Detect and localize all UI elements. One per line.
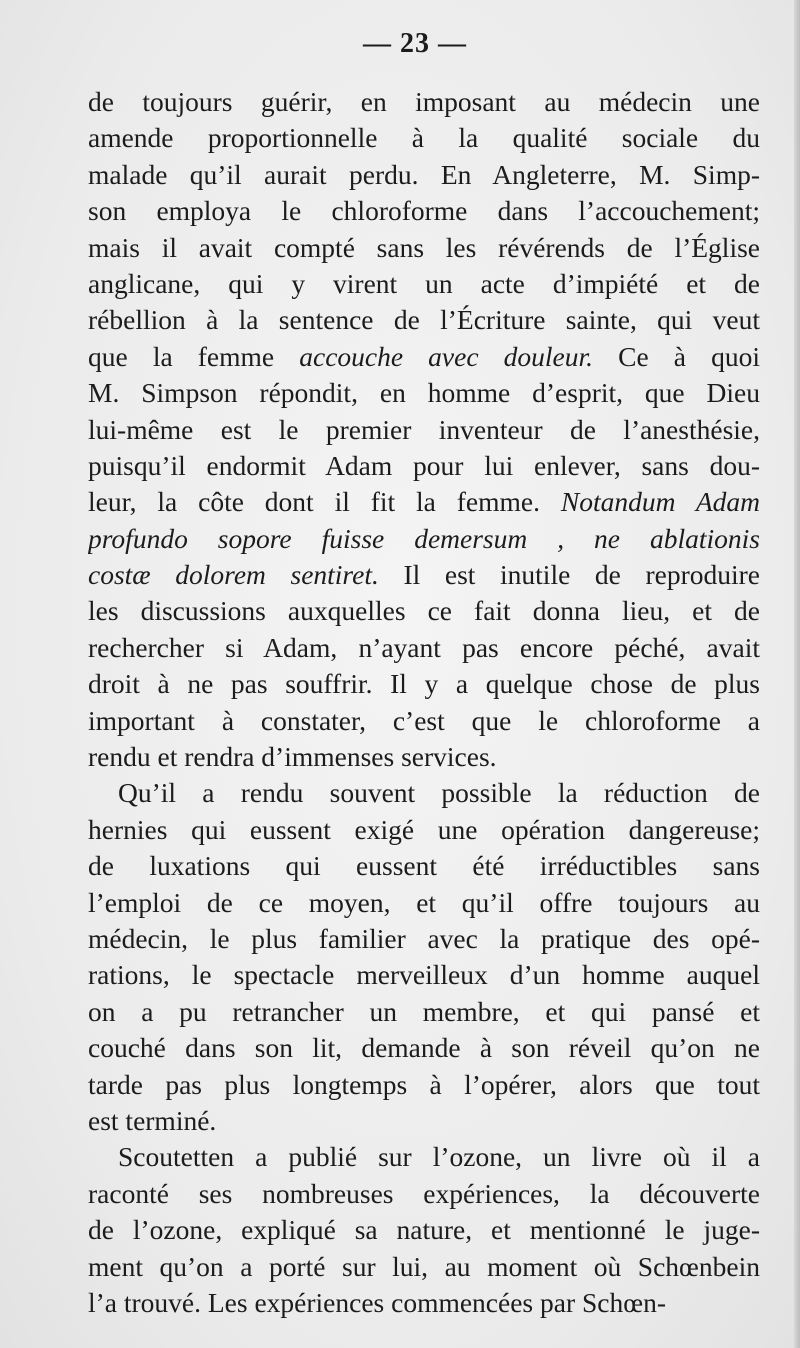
text-line	[88, 1285, 760, 1321]
line-text: hernies qui eussent exigé une opération dangereuse;	[88, 813, 760, 845]
text-line	[88, 1067, 760, 1103]
text-line	[88, 957, 760, 993]
text-line	[88, 84, 760, 120]
line-text: médecin, le plus familier avec la pratique des opé-	[88, 922, 760, 954]
text-line	[88, 557, 760, 593]
text-line	[88, 302, 760, 338]
text-line	[88, 230, 760, 266]
text-line	[88, 848, 760, 884]
text-line	[88, 339, 760, 375]
line-text: que la femme	[88, 340, 300, 372]
line-text: important à constater, c’est que le chloroforme a	[88, 704, 760, 736]
text-line	[88, 666, 760, 702]
text-line	[88, 120, 760, 156]
text-line	[88, 375, 760, 411]
line-text: amende proportionnelle à la qualité sociale du	[88, 122, 760, 154]
line-text: les discussions auxquelles ce fait donna lieu, et de	[88, 595, 760, 627]
text-line	[88, 630, 760, 666]
line-text: lui-même est le premier inventeur de l’anesthésie,	[88, 413, 760, 445]
text-line	[88, 484, 760, 520]
italic-text: accouche avec douleur.	[299, 340, 594, 372]
text-line	[88, 448, 760, 484]
page-number: — 23 —	[363, 28, 467, 59]
text-line	[88, 157, 760, 193]
line-text: ment qu’on a porté sur lui, au moment où Schœnbein	[88, 1250, 760, 1282]
text-line	[88, 1103, 760, 1139]
line-text: droit à ne pas souffrir. Il y a quelque chose de plus	[88, 668, 760, 700]
line-text: anglicane, qui y virent un acte d’impiété et de	[88, 267, 760, 299]
italic-text: profundo sopore fuisse demersum , ne ablationis	[88, 522, 760, 554]
line-text: couché dans son lit, demande à son réveil qu’on ne	[88, 1032, 760, 1064]
line-text: de toujours guérir, en imposant au médecin une	[88, 86, 760, 117]
italic-text: costæ dolorem sentiret.	[88, 559, 379, 591]
text-line	[88, 885, 760, 921]
text-line	[88, 1212, 760, 1248]
text-line	[88, 921, 760, 957]
text-line	[88, 266, 760, 302]
line-text: l’emploi de ce moyen, et qu’il offre toujours au	[88, 886, 760, 918]
body-text	[88, 84, 760, 1321]
line-text: Ce à quoi	[593, 340, 760, 372]
line-text: M. Simpson répondit, en homme d’esprit, que Dieu	[88, 377, 760, 409]
italic-text: Notandum Adam	[560, 486, 760, 518]
text-line	[88, 1139, 760, 1175]
text-line	[88, 193, 760, 229]
line-text: leur, la côte dont il fit la femme.	[88, 486, 561, 518]
line-text: l’a trouvé. Les expériences commencées par Schœn-	[88, 1286, 667, 1318]
text-line	[88, 1176, 760, 1212]
line-text: est terminé.	[88, 1104, 217, 1136]
line-text: Qu’il a rendu souvent possible la réduction de	[118, 777, 760, 809]
line-text: de l’ozone, expliqué sa nature, et mentionné le juge-	[88, 1214, 760, 1246]
text-line	[88, 1249, 760, 1285]
text-line	[88, 593, 760, 629]
text-line	[88, 703, 760, 739]
text-line	[88, 412, 760, 448]
line-text: malade qu’il aurait perdu. En Angleterre, M. Simp-	[88, 158, 760, 190]
text-line	[88, 1030, 760, 1066]
line-text: raconté ses nombreuses expériences, la découverte	[88, 1177, 760, 1209]
line-text: son employa le chloroforme dans l’accouchement;	[88, 195, 760, 227]
line-text: rechercher si Adam, n’ayant pas encore péché, avait	[88, 631, 760, 663]
line-text: rébellion à la sentence de l’Écriture sainte, qui veut	[88, 304, 760, 336]
line-text: de luxations qui eussent été irréductibles sans	[88, 850, 760, 882]
line-text: puisqu’il endormit Adam pour lui enlever, sans dou-	[88, 449, 760, 481]
line-text: tarde pas plus longtemps à l’opérer, alors que tout	[88, 1068, 760, 1100]
line-text: on a pu retrancher un membre, et qui pansé et	[88, 995, 760, 1027]
page-edge	[794, 0, 800, 1348]
text-line	[88, 994, 760, 1030]
text-line	[88, 812, 760, 848]
line-text: rations, le spectacle merveilleux d’un homme auquel	[88, 959, 760, 991]
line-text: Il est inutile de reproduire	[378, 559, 760, 591]
line-text: rendu et rendra d’immenses services.	[88, 741, 497, 773]
text-line	[88, 521, 760, 557]
line-text: mais il avait compté sans les révérends de l’Église	[88, 231, 760, 263]
text-line	[88, 775, 760, 811]
line-text: Scoutetten a publié sur l’ozone, un livre où il a	[118, 1141, 760, 1173]
text-line	[88, 739, 760, 775]
